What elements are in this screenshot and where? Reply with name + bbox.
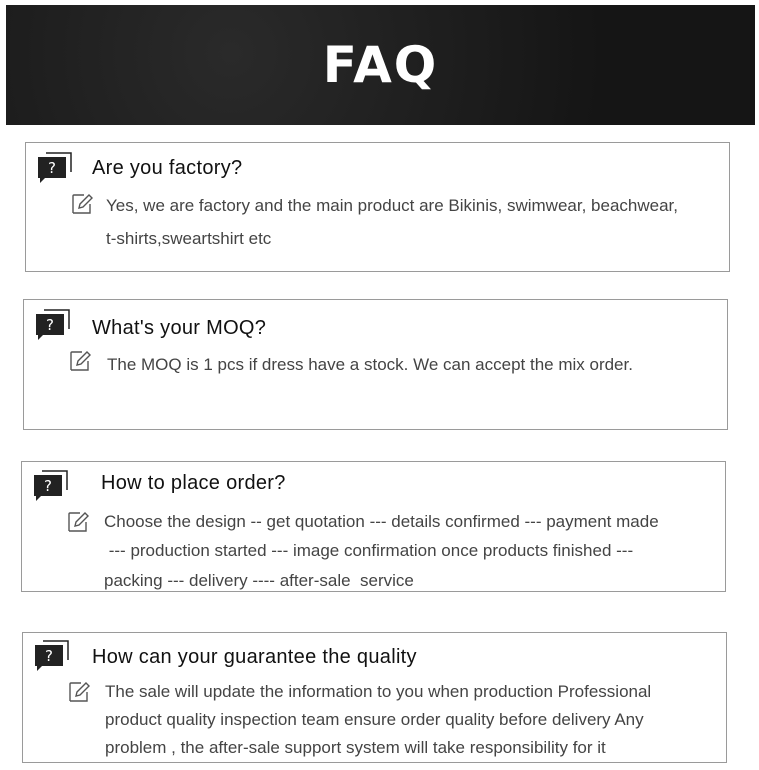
svg-text:?: ? [45, 647, 53, 665]
faq-answer-line: product quality inspection team ensure order quality before delivery Any [105, 710, 644, 729]
faq-answer-line: The MOQ is 1 pcs if dress have a stock. We can accept the mix order. [107, 355, 633, 374]
question-bubble-icon [34, 307, 72, 341]
svg-text:?: ? [44, 477, 52, 495]
page-title: FAQ [322, 36, 439, 94]
question-bubble-icon [33, 638, 71, 672]
faq-banner [6, 5, 755, 125]
pencil-edit-icon [70, 192, 94, 216]
faq-answer-line: problem , the after-sale support system will take responsibility for it [105, 738, 606, 757]
pencil-edit-icon [66, 510, 90, 534]
faq-question: Are you factory? [92, 157, 243, 179]
faq-question: How can your guarantee the quality [92, 646, 417, 668]
svg-text:?: ? [48, 159, 56, 177]
faq-question: What's your MOQ? [92, 317, 267, 339]
faq-answer-line: The sale will update the information to you when production Professional [105, 682, 652, 701]
faq-answer-line: packing --- delivery ---- after-sale service [104, 571, 414, 590]
question-bubble-icon [36, 150, 74, 184]
question-bubble-icon [32, 468, 70, 502]
faq-answer-line: t-shirts,sweartshirt etc [106, 229, 272, 248]
faq-question: How to place order? [101, 472, 286, 494]
faq-answer-line: Yes, we are factory and the main product are Bikinis, swimwear, beachwear, [106, 196, 678, 215]
pencil-edit-icon [67, 680, 91, 704]
faq-answer-line: Choose the design -- get quotation --- details confirmed --- payment made [104, 512, 659, 531]
faq-answer-line: --- production started --- image confirmation once products finished --- [104, 541, 634, 560]
svg-text:?: ? [46, 316, 54, 334]
pencil-edit-icon [68, 349, 92, 373]
